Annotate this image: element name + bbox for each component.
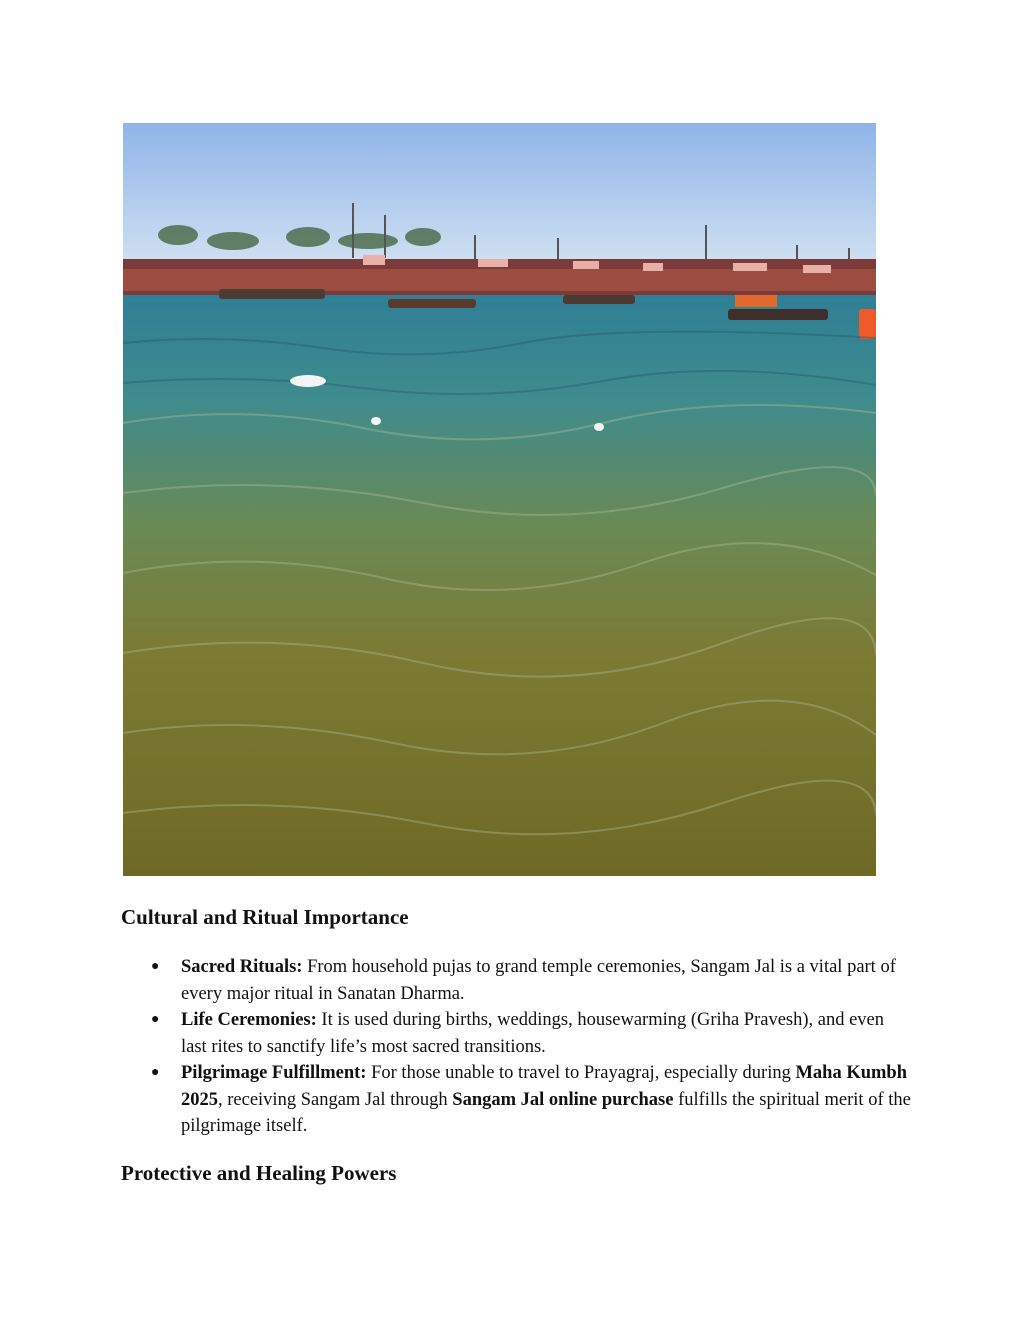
list-item bbox=[121, 1060, 911, 1140]
bullet-icon: ● bbox=[151, 1012, 160, 1027]
item-text: , receiving Sangam Jal through bbox=[218, 1089, 453, 1110]
river-photo bbox=[123, 123, 876, 876]
item-text: fulfills the spiritual merit of the pilgrimage itself. bbox=[181, 1089, 911, 1136]
section-heading-cultural: Cultural and Ritual Importance bbox=[121, 905, 409, 929]
item-label: Pilgrimage Fulfillment: bbox=[181, 1063, 367, 1083]
item-label: Sacred Rituals: bbox=[181, 957, 303, 977]
bullet-icon: ● bbox=[151, 959, 160, 974]
item-label: Life Ceremonies: bbox=[181, 1010, 317, 1030]
item-text: It is used during births, weddings, housewarming (Griha Pravesh), and even last rites to sanctify life’s most sacred transitions. bbox=[181, 1010, 885, 1057]
section-heading-protective: Protective and Healing Powers bbox=[121, 1161, 397, 1185]
item-text: For those unable to travel to Prayagraj, especially during bbox=[366, 1063, 796, 1083]
list-item bbox=[121, 1007, 911, 1060]
bullet-list bbox=[121, 954, 911, 1140]
item-bold-text: Sangam Jal online purchase bbox=[452, 1089, 674, 1110]
item-bold-text: Maha Kumbh 2025 bbox=[181, 1063, 908, 1110]
list-item bbox=[121, 954, 911, 1007]
bullet-icon: ● bbox=[151, 1065, 160, 1080]
river-photo-graphic bbox=[123, 123, 876, 876]
item-text: From household pujas to grand temple ceremonies, Sangam Jal is a vital part of every major ritual in Sanatan Dharma. bbox=[181, 957, 896, 1004]
